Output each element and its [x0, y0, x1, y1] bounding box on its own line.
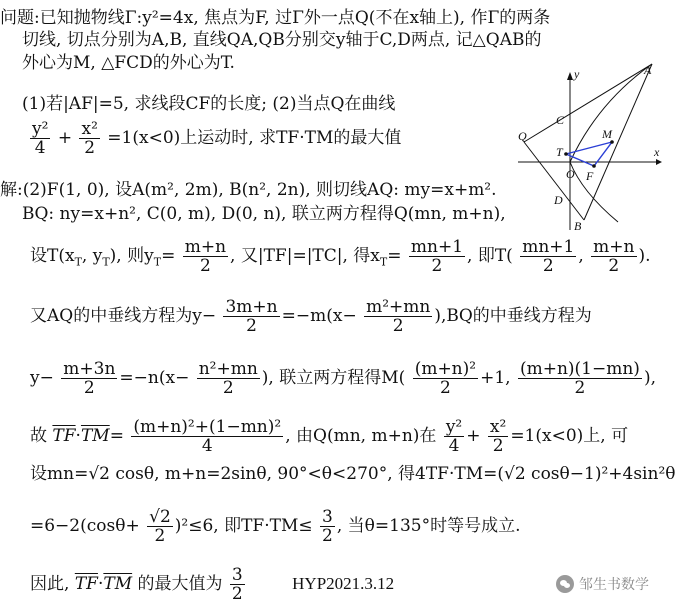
tangent-qb — [524, 142, 584, 220]
solution-line-6: 故 $\overline{TF}\cdot\overline{TM}=$ $\frac{\text{(m+n)²+(1−mn)²}}{4}$ , 由Q(mn, m+n)在 $\frac{\text{y²}}{4}$ + $\frac{\text{x²}}{2}$ =1(x<0)上, 可 — [30, 417, 629, 456]
fraction-x2-over-2: $\frac{\text{x²}}{2}$ — [81, 119, 98, 158]
fraction-t-x: $\frac{mn+1}{2}$ — [522, 237, 575, 276]
fraction-m-3n: $\frac{m+3n}{2}$ — [63, 359, 116, 398]
fraction-m-x: $\frac{\text{(m+n)²}}{2}$ — [414, 359, 477, 398]
x-axis-arrow — [656, 159, 662, 165]
problem-line-5-text: =1(x<0)上运动时, 求TF·TM的最大值 — [107, 128, 402, 148]
fraction-3m-n: $\frac{3m+n}{2}$ — [225, 297, 278, 336]
fraction-m2-mn: $\frac{\text{m²+mn}}{2}$ — [366, 297, 431, 336]
solution-line-7: 设mn=√2 cosθ, m+n=2sinθ, 90°<θ<270°, 得4TF·TM=(√2 cosθ−1)²+4sin²θ — [30, 464, 676, 484]
y-axis-arrow — [567, 72, 573, 80]
solution-line-3: 设$T(x_T$, $y_T$), 则$y_T=$ $\frac{m+n}{2}$ , 又|TF|=|TC|, 得$x_T=$ $\frac{mn+1}{2}$ , 即T( $\frac{mn+1}{2}$ , $\frac{m+n}{2}$ ). — [30, 237, 651, 276]
fraction-xt: $\frac{mn+1}{2}$ — [410, 237, 464, 276]
label-y: y — [574, 67, 580, 81]
geometry-figure — [518, 62, 678, 230]
segment-ab — [584, 64, 652, 220]
watermark-text: 邹生书数学 — [579, 577, 649, 593]
fraction-x2-over-2-b: $\frac{\text{x²}}{2}$ — [489, 417, 507, 456]
problem-line-1: 问题:已知抛物线Γ:y²=4x, 焦点为F, 过Γ外一点Q(不在x轴上), 作Γ的两条 — [0, 8, 551, 28]
label-b: B — [574, 219, 582, 230]
signature: HYP2021.3.12 — [292, 574, 395, 593]
fraction-y2-over-4: $\frac{\text{y²}}{4}$ — [32, 119, 49, 158]
point-t — [564, 152, 568, 156]
point-f — [592, 164, 596, 168]
label-t: T — [556, 145, 563, 159]
problem-line-2: 切线, 切点分别为A,B, 直线QA,QB分别交y轴于C,D两点, 记△QAB的 — [22, 30, 542, 50]
label-o: O — [566, 167, 575, 181]
watermark — [556, 574, 649, 594]
problem-line-4: (1)若|AF|=5, 求线段CF的长度; (2)当点Q在曲线 — [22, 94, 396, 114]
solution-line-9: 因此, $\overline{TF}\cdot\overline{TM}$ 的最大值为 $\frac{3}{2}$ HYP2021.3.12 — [30, 565, 395, 604]
fraction-answer: $\frac{3}{2}$ — [231, 565, 243, 604]
problem-line-5: $\frac{\text{y²}}{4}$ + $\frac{\text{x²}}{2}$ =1(x<0)上运动时, 求TF·TM的最大值 — [32, 119, 402, 158]
solution-line-4: 又AQ的中垂线方程为y− $\frac{3m+n}{2}$ =−m(x− $\frac{\text{m²+mn}}{2}$ ),BQ的中垂线方程为 — [30, 297, 592, 336]
label-a: A — [644, 63, 652, 77]
fraction-t-y: $\frac{m+n}{2}$ — [593, 237, 635, 276]
solution-line-2: BQ: ny=x+n², C(0, m), D(0, n), 联立两方程得Q(mn, m+n), — [22, 204, 506, 224]
fraction-yt: $\frac{m+n}{2}$ — [184, 237, 227, 276]
label-d: D — [554, 193, 563, 207]
fraction-m-y: $\frac{(m+n)(1-mn)}{2}$ — [519, 359, 640, 398]
label-c: C — [556, 113, 565, 127]
label-m: M — [602, 127, 612, 141]
solution-line-1: 解:(2)F(1, 0), 设A(m², 2m), B(n², 2n), 则切线AQ: my=x+m². — [0, 180, 497, 200]
label-f: F — [586, 169, 594, 183]
label-q: Q — [518, 129, 527, 143]
wechat-icon — [556, 575, 574, 593]
problem-line-3: 外心为M, △FCD的外心为T. — [22, 53, 235, 73]
fraction-y2-over-4-b: $\frac{\text{y²}}{4}$ — [445, 417, 463, 456]
fraction-n2-mn: $\frac{\text{n²+mn}}{2}$ — [198, 359, 258, 398]
solution-line-8: =6−2(cosθ+ $\frac{√2}{2}$ )²≤6, 即TF·TM≤ $\frac{3}{2}$ , 当θ=135°时等号成立. — [30, 507, 521, 546]
solution-line-5: y− $\frac{m+3n}{2}$ =−n(x− $\frac{\text{n²+mn}}{2}$ ), 联立两方程得M( $\frac{\text{(m+n)²}}{2}$ +1, $\frac{(m+n)(1-mn)}{2}$ ), — [30, 359, 656, 398]
fraction-sqrt2-over-2: $\frac{√2}{2}$ — [149, 507, 171, 546]
fraction-dot-product: $\frac{\text{(m+n)²+(1−mn)²}}{4}$ — [133, 417, 282, 456]
fraction-3-over-2: $\frac{3}{2}$ — [322, 507, 333, 546]
label-x: x — [654, 145, 660, 159]
